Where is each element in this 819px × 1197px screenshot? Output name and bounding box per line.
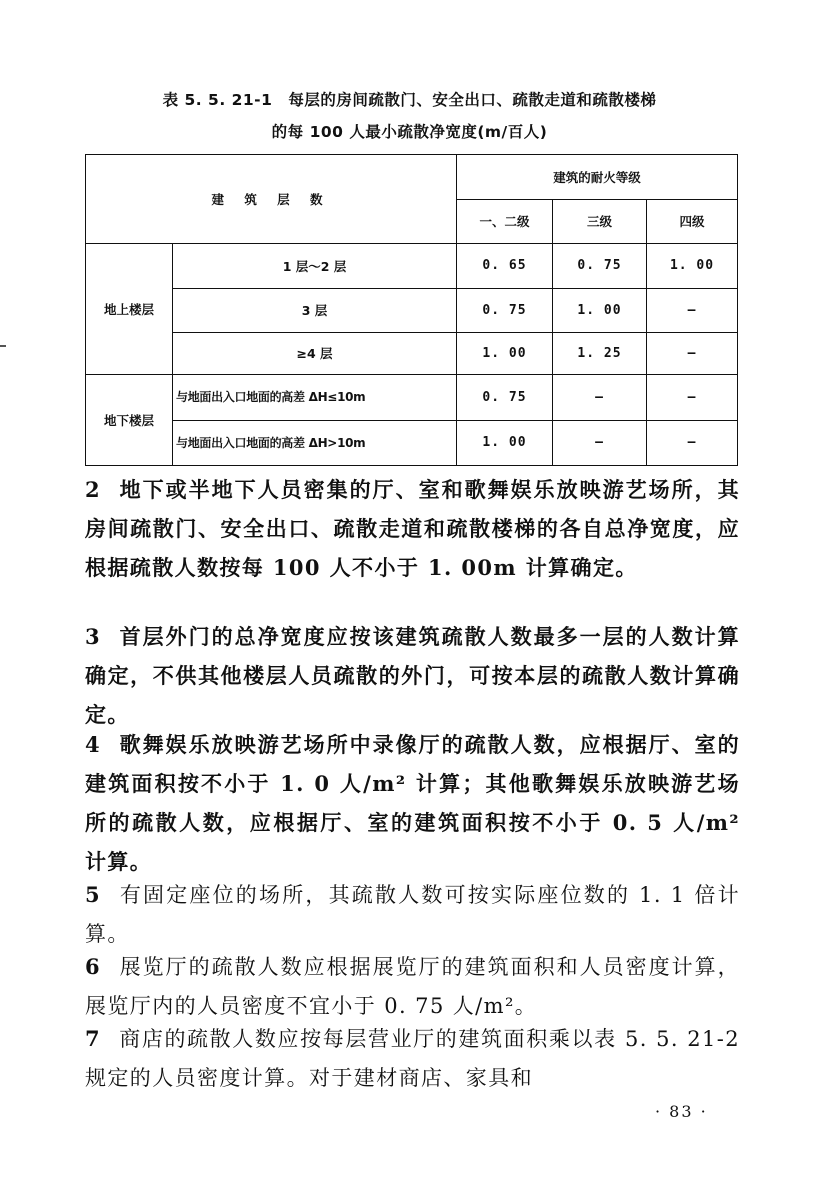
cell-value: — [647, 289, 738, 333]
paragraph-text: 首层外门的总净宽度应按该建筑疏散人数最多一层的人数计算确定，不供其他楼层人员疏散的外门，可按本层的疏散人数计算确定。 [85, 624, 740, 727]
cell-value: 1. 00 [647, 244, 738, 289]
cell-value: 1. 25 [553, 333, 647, 375]
cell-value: — [553, 375, 647, 421]
cell-value: — [647, 421, 738, 466]
paragraph-4 [85, 725, 740, 881]
page-number: · 83 · [655, 1102, 708, 1121]
group-above-ground: 地上楼层 [86, 244, 173, 375]
paragraph-7 [85, 1019, 740, 1098]
paragraph-2 [85, 470, 740, 587]
cell-value: 1. 00 [457, 421, 553, 466]
paragraph-number: 4 [85, 732, 102, 757]
paragraph-number: 6 [85, 954, 102, 979]
table-row [86, 333, 738, 375]
header-fire-rating: 建筑的耐火等级 [457, 155, 738, 200]
cell-value: 1. 00 [457, 333, 553, 375]
paragraph-5 [85, 875, 740, 954]
table-number: 表 5. 5. 21-1 [162, 91, 273, 109]
margin-mark [0, 345, 6, 347]
paragraph-6 [85, 947, 740, 1026]
evacuation-width-table [85, 154, 738, 466]
paragraph-3 [85, 617, 740, 734]
header-floor-count: 建 筑 层 数 [86, 155, 457, 244]
row-label: 与地面出入口地面的高差 ΔH>10m [173, 421, 457, 466]
table-title-part-1: 每层的房间疏散门、安全出口、疏散走道和疏散楼梯 [288, 91, 657, 109]
row-label: 1 层～2 层 [173, 244, 457, 289]
cell-value: 0. 65 [457, 244, 553, 289]
header-rating-1-2: 一、二级 [457, 200, 553, 244]
header-rating-4: 四级 [647, 200, 738, 244]
paragraph-number: 5 [85, 882, 102, 907]
cell-value: — [647, 333, 738, 375]
table-row [86, 244, 738, 289]
paragraph-text: 商店的疏散人数应按每层营业厅的建筑面积乘以表 5. 5. 21-2 规定的人员密度计算。对于建材商店、家具和 [85, 1027, 740, 1090]
row-label: 与地面出入口地面的高差 ΔH≤10m [173, 375, 457, 421]
paragraph-text: 地下或半地下人员密集的厅、室和歌舞娱乐放映游艺场所，其房间疏散门、安全出口、疏散走道和疏散楼梯的各自总净宽度，应根据疏散人数按每 100 人不小于 1. 00m 计算确定。 [85, 477, 740, 580]
cell-value: 1. 00 [553, 289, 647, 333]
cell-value: — [647, 375, 738, 421]
row-label: ≥4 层 [173, 333, 457, 375]
table-row [86, 421, 738, 466]
paragraph-number: 7 [85, 1026, 102, 1051]
cell-value: 0. 75 [457, 375, 553, 421]
cell-value: — [553, 421, 647, 466]
table-row [86, 289, 738, 333]
group-below-ground: 地下楼层 [86, 375, 173, 466]
table-row [86, 375, 738, 421]
paragraph-text: 展览厅的疏散人数应根据展览厅的建筑面积和人员密度计算，展览厅内的人员密度不宜小于 0. 75 人/m²。 [85, 955, 740, 1018]
cell-value: 0. 75 [457, 289, 553, 333]
table-caption-line-1 [0, 88, 819, 110]
paragraph-text: 歌舞娱乐放映游艺场所中录像厅的疏散人数，应根据厅、室的建筑面积按不小于 1. 0 人/m² 计算；其他歌舞娱乐放映游艺场所的疏散人数，应根据厅、室的建筑面积按不小于 0. 5 人/m² 计算。 [85, 732, 740, 874]
cell-value: 0. 75 [553, 244, 647, 289]
paragraph-text: 有固定座位的场所，其疏散人数可按实际座位数的 1. 1 倍计算。 [85, 883, 740, 946]
header-rating-3: 三级 [553, 200, 647, 244]
paragraph-number: 2 [85, 477, 102, 502]
table-caption-line-2: 的每 100 人最小疏散净宽度(m/百人) [271, 123, 548, 141]
paragraph-number: 3 [85, 624, 102, 649]
row-label: 3 层 [173, 289, 457, 333]
